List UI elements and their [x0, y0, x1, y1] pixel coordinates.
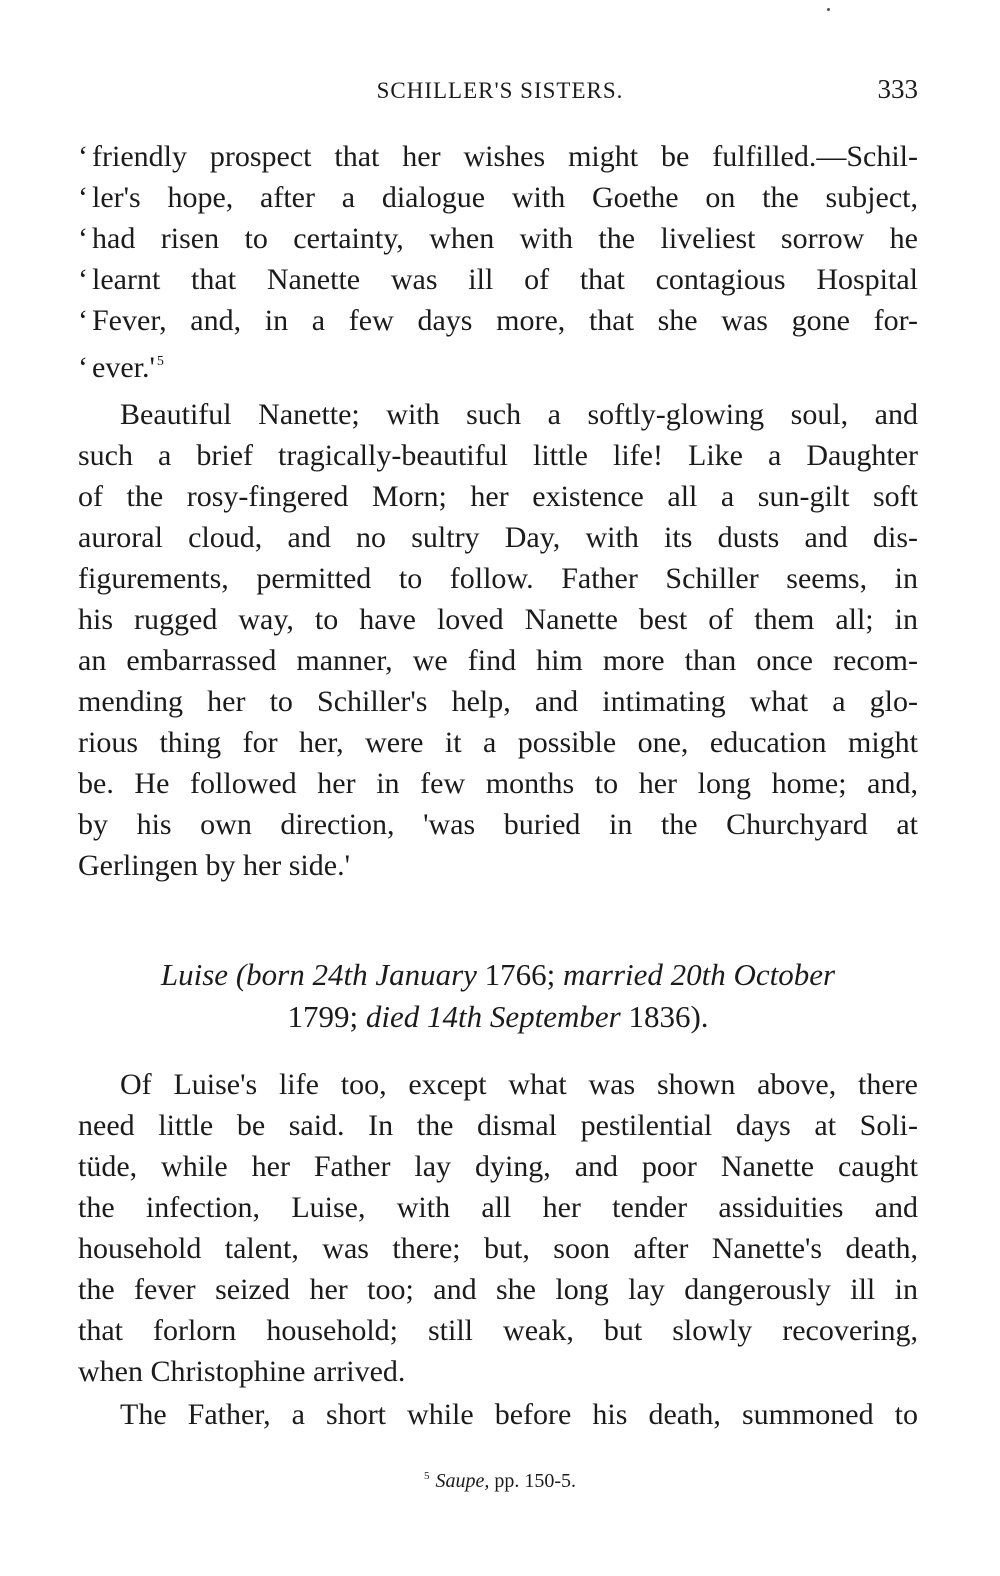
heading-married-label: married — [563, 957, 663, 992]
heading-line-2 — [78, 996, 918, 1038]
page-header — [0, 72, 1000, 112]
line-text: Fever, and, in a few days more, that she was gone for- — [92, 304, 918, 337]
heading-born-date: 24th January — [312, 957, 477, 992]
quote-mark: ‘ — [78, 140, 88, 173]
text-line: his rugged way, to have loved Nanette best of them all; in — [78, 603, 918, 636]
text-line: the fever seized her too; and she long lay dangerously ill in — [78, 1273, 918, 1306]
footnote — [0, 1470, 1000, 1493]
text-line — [78, 300, 918, 341]
heading-line-1 — [78, 954, 918, 996]
text-line — [78, 177, 918, 218]
page-number: 333 — [877, 74, 918, 104]
text-line: Beautiful Nanette; with such a softly-glowing soul, and — [120, 398, 918, 431]
text-line: need little be said. In the dismal pestilential days at Soli- — [78, 1109, 918, 1142]
footnote-pages: pp. 150-5. — [494, 1470, 577, 1492]
heading-died-year: 1836). — [628, 999, 709, 1034]
line-text: had risen to certainty, when with the liveliest sorrow he — [92, 222, 918, 255]
text-line: such a brief tragically-beautiful little life! Like a Daughter — [78, 439, 918, 472]
heading-born-label: (born — [235, 957, 305, 992]
text-line: when Christophine arrived. — [78, 1355, 406, 1388]
quote-mark: ‘ — [78, 222, 88, 255]
text-line: be. He followed her in few months to her long home; and, — [78, 767, 918, 800]
heading-born-year: 1766; — [484, 957, 556, 992]
text-line: figurements, permitted to follow. Father Schiller seems, in — [78, 562, 918, 595]
text-line — [78, 136, 918, 177]
heading-name: Luise — [160, 957, 229, 992]
running-head: SCHILLER'S SISTERS. — [376, 78, 624, 103]
quote-mark: ‘ — [78, 351, 88, 384]
footnote-reference: 5 — [156, 354, 164, 369]
line-text: ever.' — [92, 351, 155, 384]
text-line: that forlorn household; still weak, but slowly recovering, — [78, 1314, 918, 1347]
text-line: an embarrassed manner, we find him more than once recom- — [78, 644, 918, 677]
heading-died-date: 14th September — [426, 999, 621, 1034]
line-text: ler's hope, after a dialogue with Goethe on the subject, — [92, 181, 918, 214]
text-line — [78, 218, 918, 259]
text-line: by his own direction, 'was buried in the Churchyard at — [78, 808, 918, 841]
text-line: of the rosy-fingered Morn; her existence all a sun-gilt soft — [78, 480, 918, 513]
text-line: auroral cloud, and no sultry Day, with its dusts and dis- — [78, 521, 918, 554]
text-line: household talent, was there; but, soon after Nanette's death, — [78, 1232, 918, 1265]
text-line: The Father, a short while before his death, summoned to — [120, 1398, 918, 1431]
quote-mark: ‘ — [78, 181, 88, 214]
paragraph-luise — [78, 1064, 918, 1392]
text-line: tüde, while her Father lay dying, and poor Nanette caught — [78, 1150, 918, 1183]
paragraph-father — [78, 1394, 918, 1435]
text-line — [78, 341, 918, 382]
section-heading — [78, 954, 918, 1038]
line-text: learnt that Nanette was ill of that contagious Hospital — [92, 263, 918, 296]
text-line: Of Luise's life too, except what was shown above, there — [120, 1068, 918, 1101]
footnote-marker: 5 — [423, 1470, 430, 1482]
quote-mark: ‘ — [78, 304, 88, 337]
text-line — [78, 259, 918, 300]
text-line: mending her to Schiller's help, and intimating what a glo- — [78, 685, 918, 718]
text-line: rious thing for her, were it a possible one, education might — [78, 726, 918, 759]
text-line: Gerlingen by her side.' — [78, 849, 350, 882]
text-line: the infection, Luise, with all her tender assiduities and — [78, 1191, 918, 1224]
heading-married-date: 20th October — [670, 957, 836, 992]
heading-died-label: died — [365, 999, 420, 1034]
quoted-passage — [78, 136, 918, 382]
paragraph-nanette — [78, 394, 918, 886]
line-text: friendly prospect that her wishes might be fulfilled.—Schil- — [92, 140, 918, 173]
stray-ink-dot — [827, 8, 830, 11]
quote-mark: ‘ — [78, 263, 88, 296]
footnote-source: Saupe, — [435, 1470, 490, 1492]
heading-married-year: 1799; — [287, 999, 359, 1034]
